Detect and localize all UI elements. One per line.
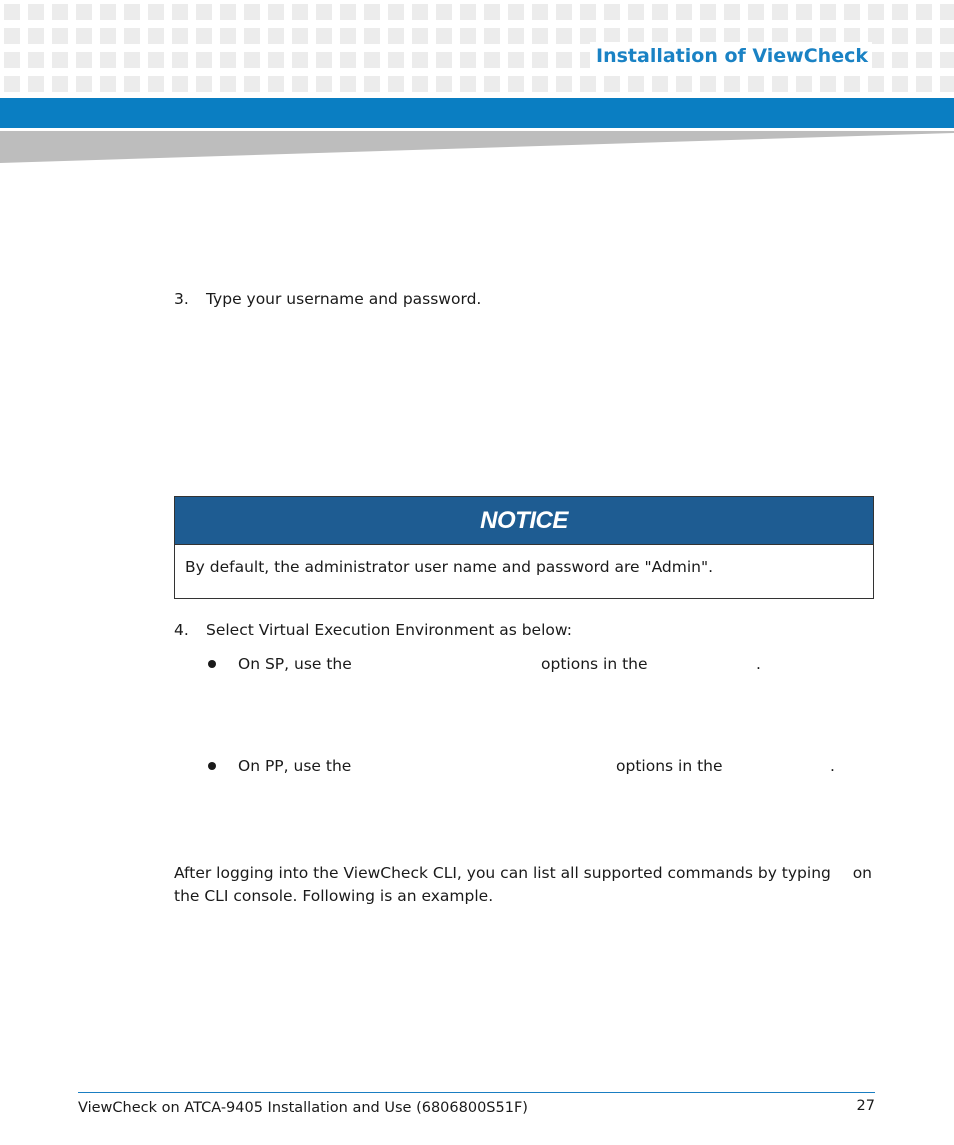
page-number: 27 [856,1098,875,1114]
bullet-sp-prefix: On SP, use the [238,655,352,673]
header-gray-wedge [0,131,954,163]
paragraph-line2: the CLI console. Following is an example. [174,887,494,905]
step-text: Select Virtual Execution Environment as below: [206,621,572,639]
step-number: 4. [174,621,189,639]
notice-text: By default, the administrator user name and password are "Admin". [185,558,714,576]
bullet-sp-middle: options in the [541,655,648,673]
step-text: Type your username and password. [206,290,482,308]
bullet-sp-end: . [756,655,761,673]
bullet-pp-end: . [830,757,835,775]
bullet-pp-prefix: On PP, use the [238,757,352,775]
footer-rule [78,1092,875,1093]
paragraph-line1-end: on [852,864,872,882]
header-blue-bar [0,98,954,128]
step-number: 3. [174,290,189,308]
bullet-pp-middle: options in the [616,757,723,775]
chapter-title: Installation of ViewCheck [590,42,872,70]
paragraph-line1: After logging into the ViewCheck CLI, you can list all supported commands by typing [174,864,831,882]
cli-paragraph [174,862,874,908]
notice-box [174,496,874,599]
bullet-icon [208,660,216,668]
notice-title: NOTICE [480,506,568,534]
footer-doc-title: ViewCheck on ATCA-9405 Installation and Use (6806800S51F) [78,1100,528,1116]
notice-header [175,497,873,545]
bullet-icon [208,762,216,770]
